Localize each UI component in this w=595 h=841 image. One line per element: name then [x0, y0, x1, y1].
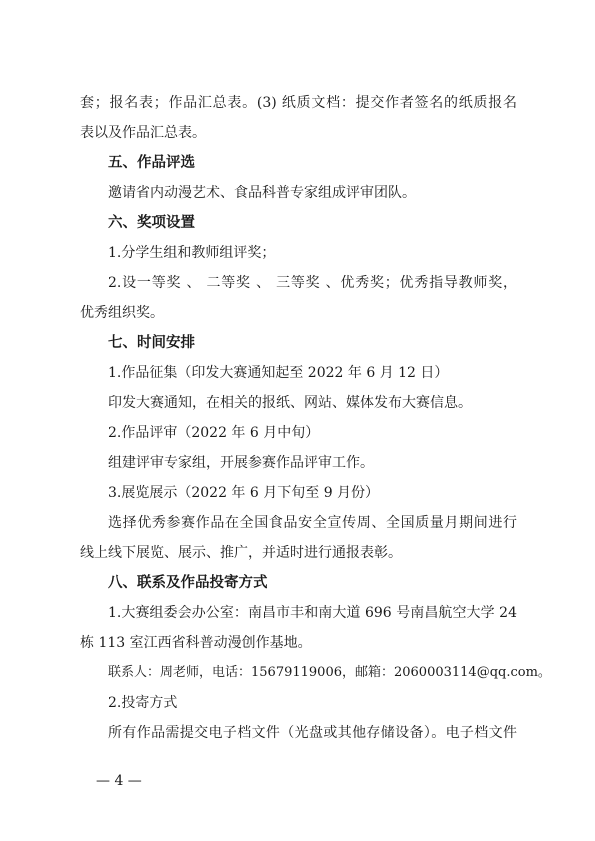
paragraph-line: 栋 113 室江西省科普动漫创作基地。 — [80, 635, 312, 651]
contact-line: 联系人：周老师，电话：15679119006，邮箱：2060003114@qq.com。 — [108, 665, 551, 680]
paragraph-line: 选择优秀参赛作品在全国食品安全宣传周、全国质量月期间进行 — [108, 515, 517, 531]
page-number: — 4 — — [96, 773, 142, 789]
paragraph-line: 1.大赛组委会办公室：南昌市丰和南大道 696 号南昌航空大学 24 — [108, 605, 517, 621]
section-heading-schedule: 七、时间安排 — [108, 335, 195, 351]
section-heading-evaluation: 五、作品评选 — [108, 155, 195, 171]
paragraph-line: 套；报名表；作品汇总表。(3) 纸质文档：提交作者签名的纸质报名 — [80, 95, 517, 111]
paragraph-line: 1.分学生组和教师组评奖； — [108, 245, 276, 261]
paragraph-line: 组建评审专家组，开展参赛作品评审工作。 — [108, 455, 374, 471]
paragraph-line: 2.作品评审（2022 年 6 月中旬） — [108, 425, 320, 441]
paragraph-line: 表以及作品汇总表。 — [80, 125, 206, 141]
paragraph-line: 2.设一等奖 、 二等奖 、 三等奖 、优秀奖；优秀指导教师奖， — [108, 275, 517, 291]
section-heading-contact: 八、联系及作品投寄方式 — [108, 575, 268, 591]
section-heading-awards: 六、奖项设置 — [108, 215, 195, 231]
paragraph-line: 2.投寄方式 — [108, 695, 178, 711]
paragraph-line: 3.展览展示（2022 年 6 月下旬至 9 月份） — [108, 485, 380, 501]
paragraph-line: 线上线下展览、展示、推广，并适时进行通报表彰。 — [80, 545, 402, 561]
paragraph-line: 邀请省内动漫艺术、食品科普专家组成评审团队。 — [108, 185, 416, 201]
paragraph-line: 优秀组织奖。 — [80, 305, 164, 321]
paragraph-line: 1.作品征集（印发大赛通知起至 2022 年 6 月 12 日） — [108, 365, 449, 381]
paragraph-line: 印发大赛通知，在相关的报纸、网站、媒体发布大赛信息。 — [108, 395, 472, 411]
paragraph-line: 所有作品需提交电子档文件（光盘或其他存储设备）。电子档文件 — [108, 725, 517, 741]
